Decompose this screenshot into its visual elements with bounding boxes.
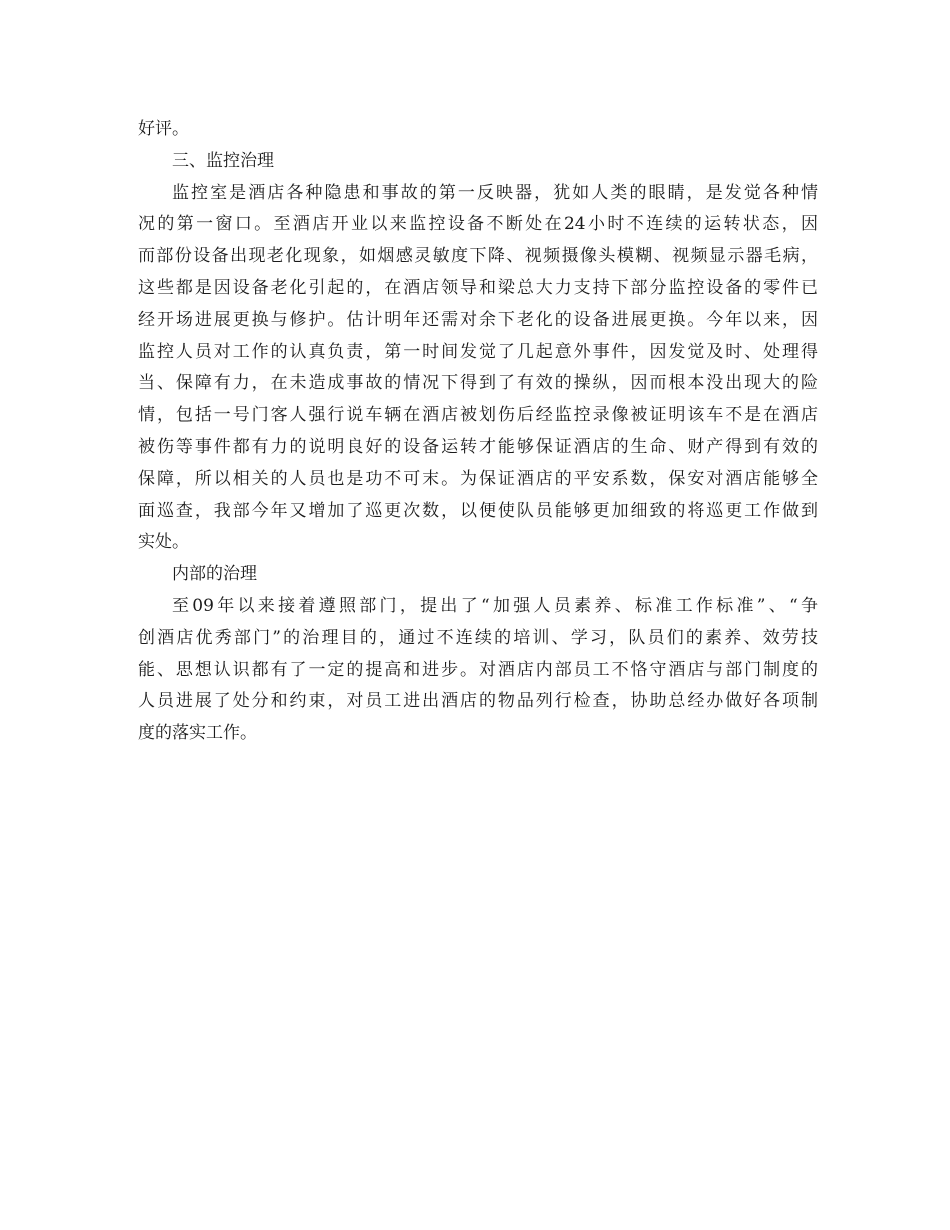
paragraph-line: 创酒店优秀部门”的治理目的，通过不连续的培训、学习，队员们的素养、效劳技 <box>138 627 818 648</box>
paragraph-end-line: 度的落实工作。 <box>138 723 257 744</box>
section-heading: 三、监控治理 <box>172 150 274 171</box>
paragraph-end-line: 实处。 <box>138 532 189 553</box>
paragraph-line: 而部份设备出现老化现象，如烟感灵敏度下降、视频摄像头模糊、视频显示器毛病， <box>138 246 818 267</box>
paragraph-line: 能、思想认识都有了一定的提高和进步。对酒店内部员工不恪守酒店与部门制度的 <box>138 659 818 680</box>
paragraph-line: 这些都是因设备老化引起的，在酒店领导和梁总大力支持下部分监控设备的零件已 <box>138 277 818 298</box>
section-heading: 内部的治理 <box>172 564 257 585</box>
paragraph-line: 况的第一窗口。至酒店开业以来监控设备不断处在24小时不连续的运转状态，因 <box>138 214 818 235</box>
paragraph-line: 被伤等事件都有力的说明良好的设备运转才能够保证酒店的生命、财产得到有效的 <box>138 436 818 457</box>
paragraph-line: 监控室是酒店各种隐患和事故的第一反映器，犹如人类的眼睛，是发觉各种情 <box>172 182 818 203</box>
paragraph-end-line: 好评。 <box>138 119 189 139</box>
paragraph-line: 经开场进展更换与修护。估计明年还需对余下老化的设备进展更换。今年以来，因 <box>138 309 818 330</box>
paragraph-line: 面巡查，我部今年又增加了巡更次数，以便使队员能够更加细致的将巡更工作做到 <box>138 500 818 521</box>
paragraph-line: 保障，所以相关的人员也是功不可末。为保证酒店的平安系数，保安对酒店能够全 <box>138 468 818 489</box>
paragraph-line: 当、保障有力，在未造成事故的情况下得到了有效的操纵，因而根本没出现大的险 <box>138 373 818 394</box>
body-text <box>138 114 818 750</box>
paragraph-line: 情，包括一号门客人强行说车辆在酒店被划伤后经监控录像被证明该车不是在酒店 <box>138 405 818 426</box>
paragraph-line: 人员进展了处分和约束，对员工进出酒店的物品列行检查，协助总经办做好各项制 <box>138 691 818 712</box>
paragraph-line: 至09年以来接着遵照部门，提出了“加强人员素养、标准工作标准”、“争 <box>172 595 818 616</box>
paragraph-line: 监控人员对工作的认真负责，第一时间发觉了几起意外事件，因发觉及时、处理得 <box>138 341 818 362</box>
